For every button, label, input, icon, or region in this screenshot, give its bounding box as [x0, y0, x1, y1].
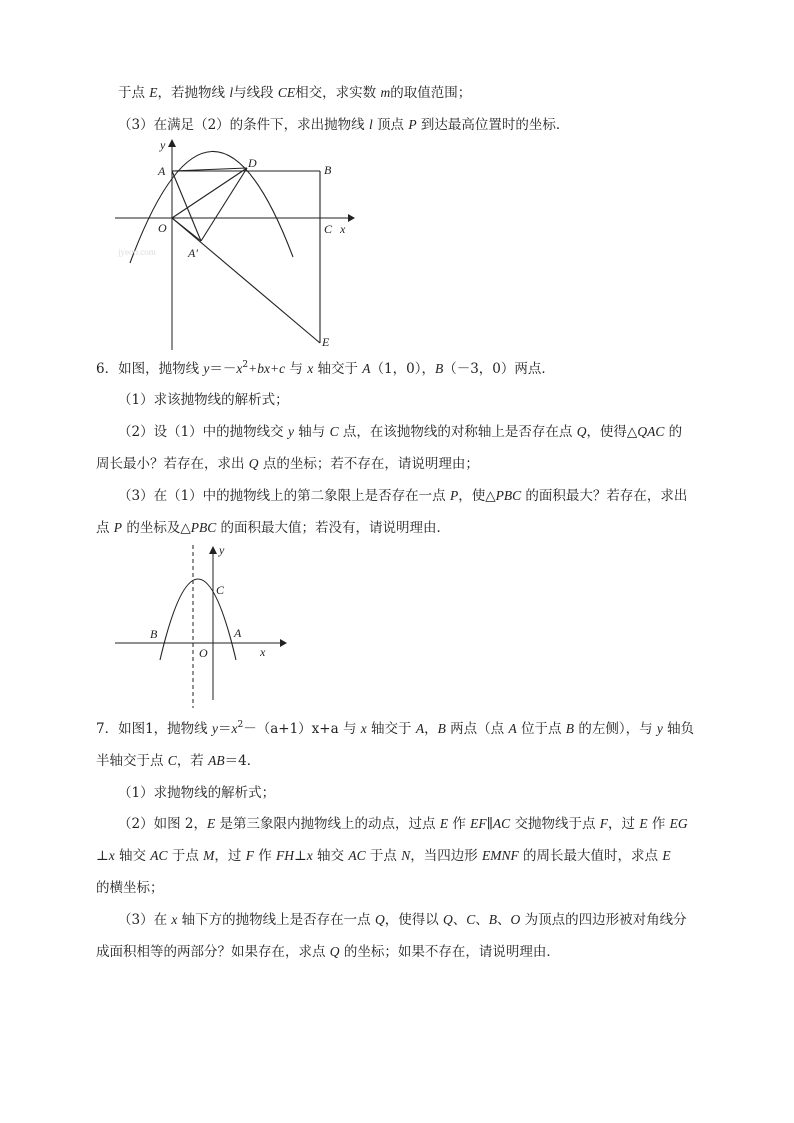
p5-y-arrow: [168, 139, 176, 147]
p5-line-2: （3）在满足（2）的条件下，求出抛物线 l 顶点 P 到达最高位置时的坐标．: [118, 117, 570, 133]
p6-q2-line-1: （2）设（1）中的抛物线交 y 轴与 C 点，在该抛物线的对称轴上是否存在点 Q，使得△QAC 的: [118, 424, 683, 440]
p6-y-arrow: [209, 546, 217, 554]
p6-label-A: A: [234, 626, 242, 640]
p7-q2-line-1: （2）如图 2，E 是第三象限内抛物线上的动点，过点 E 作 EF∥AC 交抛物线于点 F，过 E 作 EG: [118, 816, 688, 832]
p5-segment-OE: [172, 218, 320, 343]
p5-x-arrow: [348, 214, 355, 222]
p6-label-O: O: [199, 646, 208, 660]
p5-segment-OD: [172, 168, 247, 218]
p6-parabola: [160, 579, 236, 660]
p5-label-A-prime: A′: [188, 246, 198, 260]
p6-label-x: x: [260, 645, 266, 659]
p6-q3-line-1: （3）在（1）中的抛物线上的第二象限上是否存在一点 P，使△PBC 的面积最大？若存在，求出: [118, 488, 688, 504]
p5-label-E: E: [322, 335, 330, 349]
p6-q3-line-2: 点 P 的坐标及△PBC 的面积最大值；若没有，请说明理由．: [96, 520, 451, 536]
p6-label-y: y: [219, 543, 225, 557]
p6-x-arrow: [280, 639, 287, 647]
p6-figure: [110, 540, 290, 710]
p5-segment-ApD: [201, 168, 247, 241]
p5-figure: [110, 135, 355, 355]
p6-label-B: B: [150, 627, 158, 641]
p5-label-B: B: [324, 163, 332, 177]
p5-label-C: C: [324, 222, 333, 236]
p5-line-1: 于点 E，若抛物线 l与线段 CE相交，求实数 m的取值范围；: [118, 85, 472, 101]
p6-q2-line-2: 周长最小？若存在，求出 Q 点的坐标；若不存在，请说明理由；: [96, 456, 479, 472]
p5-watermark: jyeoo.com: [118, 247, 156, 257]
p5-label-D: D: [248, 156, 257, 170]
p7-q1: （1）求抛物线的解析式；: [118, 785, 276, 801]
p7-q2-line-2: ⊥x 轴交 AC 于点 M，过 F 作 FH⊥x 轴交 AC 于点 N，当四边形 EMNF 的周长最大值时，求点 E: [96, 848, 671, 864]
p5-label-A: A: [158, 164, 166, 178]
p6-line-1: 6．如图，抛物线 $y=-x^2+bx+c$ 与 x 轴交于 A（1，0），B（－3，0）两点．: [96, 360, 555, 377]
p5-label-x: x: [340, 222, 346, 236]
p5-label-O: O: [158, 221, 167, 235]
p7-q3-line-1: （3）在 x 轴下方的抛物线上是否存在一点 Q，使得以 Q、C、B、O 为顶点的四边形被对角线分: [118, 912, 687, 928]
p5-label-y: y: [160, 138, 166, 152]
p7-q2-line-3: 的横坐标；: [96, 880, 164, 896]
p7-line-2: 半轴交于点 C，若 AB＝4．: [96, 753, 261, 769]
p6-label-C: C: [216, 583, 225, 597]
p6-q1: （1）求该抛物线的解析式；: [118, 392, 289, 408]
p7-line-1: 7．如图1，抛物线 $y=x^2-(a+1)x+a$ 与 x 轴交于 A，B 两点（点 A 位于点 B 的左侧），与 y 轴负: [96, 720, 695, 737]
p7-q3-line-2: 成面积相等的两部分？如果存在，求点 Q 的坐标；如果不存在，请说明理由．: [96, 944, 560, 960]
